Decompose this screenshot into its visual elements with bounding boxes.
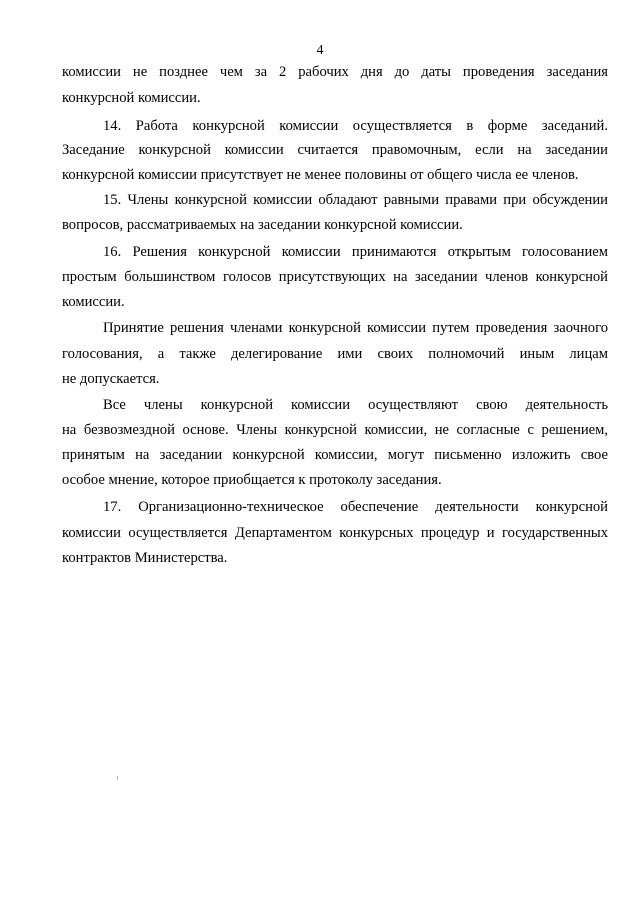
text-line: 14. Работа конкурсной комиссии осуществляется в форме заседаний. <box>103 118 608 134</box>
text-line: Заседание конкурсной комиссии считается правомочным, если на заседании <box>62 142 608 158</box>
text-line: 17. Организационно-техническое обеспечение деятельности конкурсной <box>103 499 608 515</box>
text-line: принятым на заседании конкурсной комиссии, могут письменно изложить свое <box>62 447 608 463</box>
text-line: комиссии осуществляется Департаментом конкурсных процедур и государственных <box>62 525 608 541</box>
text-line: голосования, а также делегирование ими своих полномочий иным лицам <box>62 346 608 362</box>
text-line: Все члены конкурсной комиссии осуществляют свою деятельность <box>103 397 608 413</box>
scan-speck <box>117 776 118 780</box>
text-line: простым большинством голосов присутствующих на заседании членов конкурсной <box>62 269 608 285</box>
text-line: 15. Члены конкурсной комиссии обладают равными правами при обсуждении <box>103 192 608 208</box>
text-line: на безвозмездной основе. Члены конкурсной комиссии, не согласные с решением, <box>62 422 608 438</box>
text-line: не допускается. <box>62 371 160 387</box>
text-line: конкурсной комиссии. <box>62 90 201 106</box>
page-number: 4 <box>316 43 324 58</box>
text-line: конкурсной комиссии присутствует не менее половины от общего числа ее членов. <box>62 167 579 183</box>
text-line: вопросов, рассматриваемых на заседании конкурсной комиссии. <box>62 217 463 233</box>
text-line: контрактов Министерства. <box>62 550 228 566</box>
text-line: комиссии. <box>62 294 125 310</box>
text-line: особое мнение, которое приобщается к протоколу заседания. <box>62 472 442 488</box>
text-line: 16. Решения конкурсной комиссии принимаются открытым голосованием <box>103 244 608 260</box>
text-line: Принятие решения членами конкурсной комиссии путем проведения заочного <box>103 320 608 336</box>
text-line: комиссии не позднее чем за 2 рабочих дня до даты проведения заседания <box>62 64 608 80</box>
